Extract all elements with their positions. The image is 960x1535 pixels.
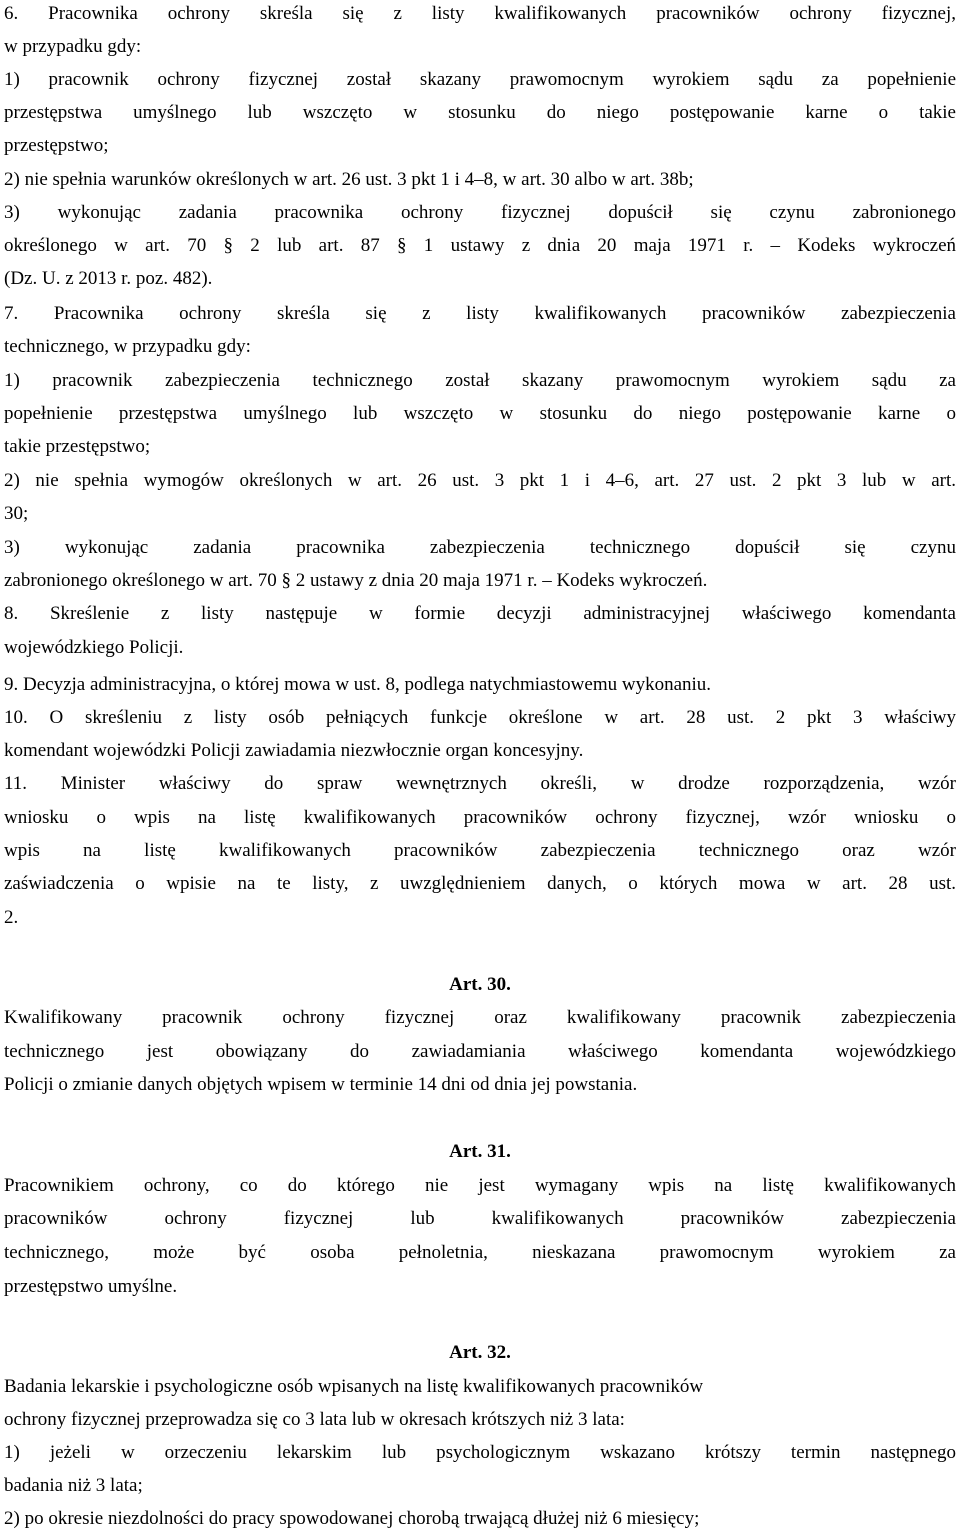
para6-line-6: 2) nie spełnia warunków określonych w art. 26 ust. 3 pkt 1 i 4–8, w art. 30 albo w art. 38b; [4, 169, 694, 190]
para11-line-5: 2. [4, 907, 19, 928]
art31-line-4: przestępstwo umyślne. [4, 1276, 178, 1297]
art32-line-3: 1) jeżeli w orzeczeniu lekarskim lub psychologicznym wskazano krótszy termin następnego [4, 1442, 956, 1463]
para11-line-3: wpis na listę kwalifikowanych pracowników zabezpieczenia technicznego oraz wzór [4, 840, 956, 861]
art30-line-2: technicznego jest obowiązany do zawiadamiania właściwego komendanta wojewódzkiego [4, 1041, 956, 1062]
para8-line-1: 8. Skreślenie z listy następuje w formie decyzji administracyjnej właściwego komendanta [4, 603, 956, 624]
para6-line-4: przestępstwa umyślnego lub wszczęto w stosunku do niego postępowanie karne o takie [4, 102, 956, 123]
art31-line-3: technicznego, może być osoba pełnoletnia, nieskazana prawomocnym wyrokiem za [4, 1242, 956, 1263]
para7-line-2: technicznego, w przypadku gdy: [4, 336, 251, 357]
para10-line-2: komendant wojewódzki Policji zawiadamia niezwłocznie organ koncesyjny. [4, 740, 584, 761]
para6-line-1: 6. Pracownika ochrony skreśla się z listy kwalifikowanych pracowników ochrony fizycznej, [4, 3, 956, 24]
art31-heading: Art. 31. [449, 1141, 511, 1162]
para6-line-5: przestępstwo; [4, 135, 109, 156]
para10-line-1: 10. O skreśleniu z listy osób pełniących funkcje określone w art. 28 ust. 2 pkt 3 właściwy [4, 707, 956, 728]
para9-line-1: 9. Decyzja administracyjna, o której mowa w ust. 8, podlega natychmiastowemu wykonaniu. [4, 674, 712, 695]
para7-line-1: 7. Pracownika ochrony skreśla się z listy kwalifikowanych pracowników zabezpieczenia [4, 303, 956, 324]
art30-line-1: Kwalifikowany pracownik ochrony fizycznej oraz kwalifikowany pracownik zabezpieczenia [4, 1007, 956, 1028]
para11-line-4: zaświadczenia o wpisie na te listy, z uwzględnieniem danych, o których mowa w art. 28 ust. [4, 873, 956, 894]
para6-line-2: w przypadku gdy: [4, 36, 142, 57]
art31-line-1: Pracownikiem ochrony, co do którego nie jest wymagany wpis na listę kwalifikowanych [4, 1175, 956, 1196]
art30-heading: Art. 30. [449, 974, 511, 995]
para11-line-2: wniosku o wpis na listę kwalifikowanych pracowników ochrony fizycznej, wzór wniosku o [4, 807, 956, 828]
art32-line-4: badania niż 3 lata; [4, 1475, 143, 1496]
para7-line-9: zabronionego określonego w art. 70 § 2 ustawy z dnia 20 maja 1971 r. – Kodeks wykroczeń. [4, 570, 708, 591]
art32-line-2: ochrony fizycznej przeprowadza się co 3 lata lub w okresach krótszych niż 3 lata: [4, 1409, 625, 1430]
art32-line-1: Badania lekarskie i psychologiczne osób wpisanych na listę kwalifikowanych pracowników [4, 1376, 704, 1397]
para6-line-9: (Dz. U. z 2013 r. poz. 482). [4, 268, 213, 289]
art30-line-3: Policji o zmianie danych objętych wpisem w terminie 14 dni od dnia jej powstania. [4, 1074, 638, 1095]
para6-line-7: 3) wykonując zadania pracownika ochrony fizycznej dopuścił się czynu zabronionego [4, 202, 956, 223]
art31-line-2: pracowników ochrony fizycznej lub kwalifikowanych pracowników zabezpieczenia [4, 1208, 956, 1229]
para7-line-8: 3) wykonując zadania pracownika zabezpieczenia technicznego dopuścił się czynu [4, 537, 956, 558]
art32-heading: Art. 32. [449, 1342, 511, 1363]
para11-line-1: 11. Minister właściwy do spraw wewnętrznych określi, w drodze rozporządzenia, wzór [4, 773, 956, 794]
para7-line-7: 30; [4, 503, 29, 524]
para7-line-3: 1) pracownik zabezpieczenia technicznego został skazany prawomocnym wyrokiem sądu za [4, 370, 956, 391]
para8-line-2: wojewódzkiego Policji. [4, 637, 184, 658]
art32-line-5: 2) po okresie niezdolności do pracy spowodowanej chorobą trwającą dłużej niż 6 miesięcy; [4, 1508, 700, 1529]
para7-line-5: takie przestępstwo; [4, 436, 151, 457]
para7-line-4: popełnienie przestępstwa umyślnego lub wszczęto w stosunku do niego postępowanie karne o [4, 403, 956, 424]
para7-line-6: 2) nie spełnia wymogów określonych w art. 26 ust. 3 pkt 1 i 4–6, art. 27 ust. 2 pkt 3 lub w art. [4, 470, 956, 491]
para6-line-3: 1) pracownik ochrony fizycznej został skazany prawomocnym wyrokiem sądu za popełnienie [4, 69, 956, 90]
para6-line-8: określonego w art. 70 § 2 lub art. 87 § 1 ustawy z dnia 20 maja 1971 r. – Kodeks wykroczeń [4, 235, 956, 256]
